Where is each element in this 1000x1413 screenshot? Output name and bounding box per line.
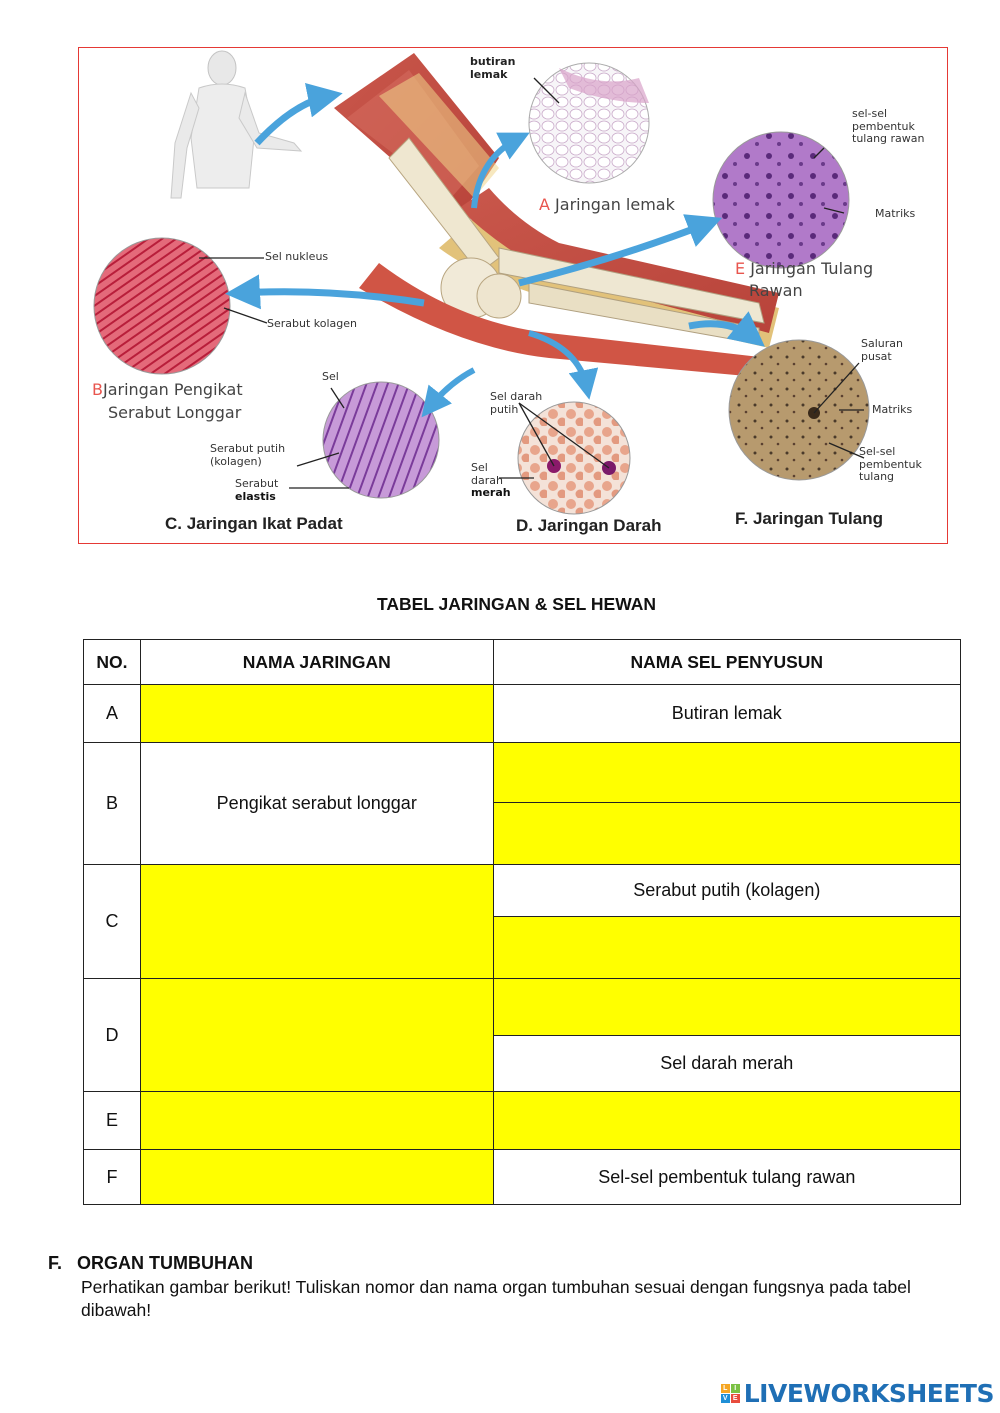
row-no: A [84, 685, 141, 743]
answer-field-sel-b1[interactable] [493, 743, 960, 803]
row-no: C [84, 865, 141, 979]
table-title: TABEL JARINGAN & SEL HEWAN [376, 594, 657, 614]
table-header-row [84, 640, 961, 685]
liveworksheets-logo[interactable] [721, 1375, 994, 1411]
answer-field-jaringan-c[interactable] [140, 865, 493, 979]
tissue-table [83, 639, 961, 1205]
header-nama-jaringan: NAMA JARINGAN [140, 640, 493, 685]
cell-sel-d2: Sel darah merah [493, 1036, 960, 1092]
caption-c: C. Jaringan Ikat Padat [165, 514, 343, 533]
section-instruction: Perhatikan gambar berikut! Tuliskan nomor dan nama organ tumbuhan sesuai dengan fungsnya pada tabel dibawah! [81, 1277, 911, 1320]
table-row [84, 685, 961, 743]
cell-sel-a: Butiran lemak [493, 685, 960, 743]
label-butiran-lemak: butiran lemak [470, 55, 516, 81]
cell-sel-f: Sel-sel pembentuk tulang rawan [493, 1150, 960, 1205]
answer-field-jaringan-a[interactable] [140, 685, 493, 743]
label-sel-darah-merah: Sel darah merah [471, 461, 511, 500]
label-b-jaringan-pengikat: BJaringan Pengikat Serabut Longgar [92, 380, 243, 423]
human-figure [171, 51, 301, 198]
label-matriks-e: Matriks [875, 207, 916, 220]
blood-circle [518, 402, 630, 514]
answer-field-jaringan-e[interactable] [140, 1092, 493, 1150]
row-no: B [84, 743, 141, 865]
label-e-jaringan-tulang-rawan: E Jaringan Tulang Rawan [735, 259, 874, 301]
arrow-to-dense [429, 370, 474, 408]
table-row [84, 979, 961, 1036]
answer-field-sel-e[interactable] [493, 1092, 960, 1150]
liveworksheets-icon: L I V E [721, 1384, 740, 1403]
tissue-diagram [78, 47, 948, 544]
caption-f: F. Jaringan Tulang [735, 509, 883, 528]
caption-d: D. Jaringan Darah [516, 516, 662, 535]
answer-field-sel-b2[interactable] [493, 803, 960, 865]
table-row [84, 1092, 961, 1150]
answer-field-jaringan-d[interactable] [140, 979, 493, 1092]
label-selsel-tulang-rawan: sel-sel pembentuk tulang rawan [852, 107, 925, 146]
answer-field-sel-d1[interactable] [493, 979, 960, 1036]
row-no: E [84, 1092, 141, 1150]
label-serabut-elastis: Serabut elastis [235, 477, 279, 503]
cell-jaringan-b: Pengikat serabut longgar [140, 743, 493, 865]
label-matriks-f: Matriks [872, 403, 913, 416]
answer-field-jaringan-f[interactable] [140, 1150, 493, 1205]
label-sel-c: Sel [322, 370, 339, 383]
label-serabut-putih: Serabut putih (kolagen) [210, 442, 286, 468]
zoom-arrow-arm [257, 96, 329, 143]
header-no: NO. [84, 640, 141, 685]
table-row [84, 1150, 961, 1205]
label-a-jaringan-lemak: A Jaringan lemak [539, 195, 675, 214]
cartilage-circle [713, 132, 849, 268]
cell-sel-c1: Serabut putih (kolagen) [493, 865, 960, 917]
dense-connective-circle [323, 382, 439, 498]
label-sel-darah-putih: Sel darah putih [490, 390, 543, 416]
label-sel-nukleus: Sel nukleus [265, 250, 329, 263]
section-heading: F. ORGAN TUMBUHAN [48, 1253, 253, 1273]
row-no: D [84, 979, 141, 1092]
label-selsel-tulang: Sel-sel pembentuk tulang [859, 445, 922, 484]
table-row [84, 743, 961, 803]
table-row [84, 865, 961, 917]
label-serabut-kolagen: Serabut kolagen [267, 317, 358, 330]
answer-field-sel-c2[interactable] [493, 917, 960, 979]
row-no: F [84, 1150, 141, 1205]
header-nama-sel: NAMA SEL PENYUSUN [493, 640, 960, 685]
label-saluran-pusat: Saluran pusat [861, 337, 903, 363]
brand-name: LIVEWORKSHEETS [743, 1378, 994, 1408]
